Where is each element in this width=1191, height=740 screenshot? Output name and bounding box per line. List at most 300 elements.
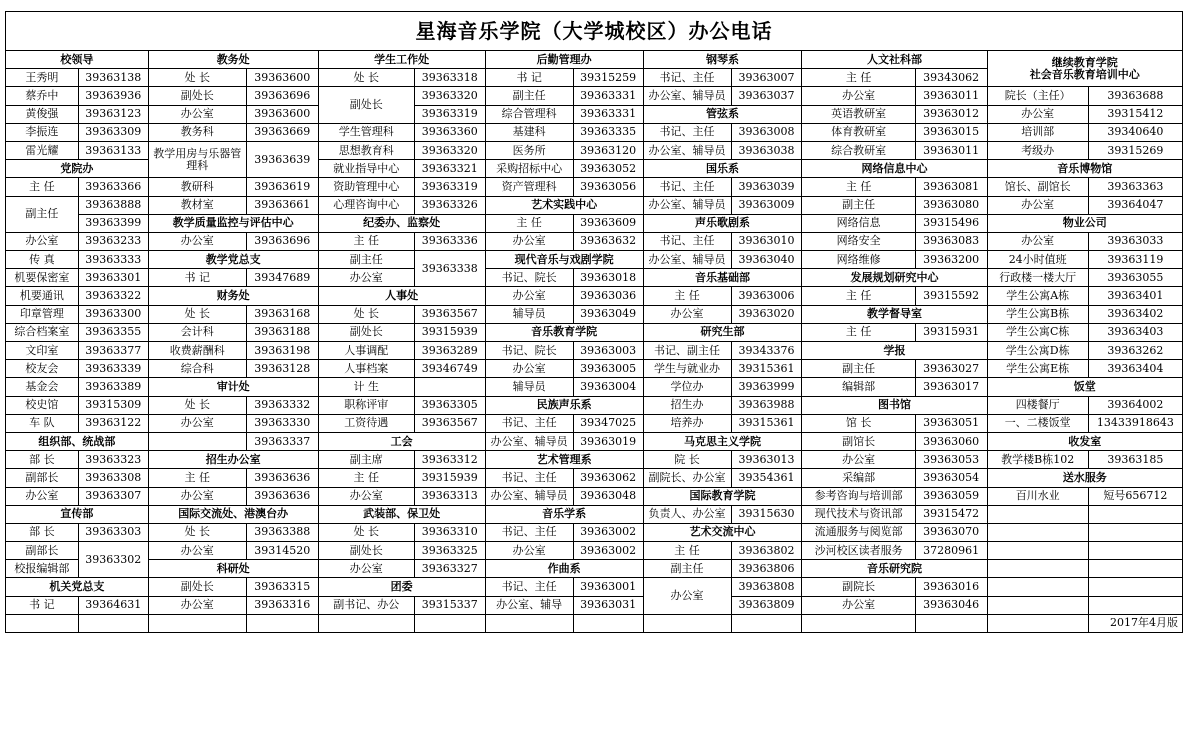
table-cell: 39363808 <box>731 578 802 596</box>
table-cell: 办公室、辅导员 <box>485 432 573 450</box>
table-cell: 书 记 <box>485 69 573 87</box>
table-cell: 39363661 <box>246 196 318 214</box>
table-cell: 考级办 <box>987 141 1088 159</box>
table-cell: 39315337 <box>414 596 485 614</box>
table-row <box>6 123 1183 141</box>
table-cell: 39363366 <box>78 178 148 196</box>
table-cell: 39346749 <box>414 360 485 378</box>
table-row <box>6 251 1183 269</box>
table-cell: 39363936 <box>78 87 148 105</box>
department-header: 物业公司 <box>987 214 1182 232</box>
table-row <box>6 432 1183 450</box>
table-cell: 资产管理科 <box>485 178 573 196</box>
table-cell: 39315931 <box>915 323 987 341</box>
table-cell: 院长（主任） <box>987 87 1088 105</box>
table-cell: 39363360 <box>414 123 485 141</box>
table-cell: 主 任 <box>318 469 414 487</box>
table-cell: 39363325 <box>414 542 485 560</box>
table-cell: 心理咨询中心 <box>318 196 414 214</box>
table-cell: 39363054 <box>915 469 987 487</box>
table-row <box>6 214 1183 232</box>
table-row <box>6 287 1183 305</box>
table-cell <box>6 614 79 632</box>
table-cell: 工资待遇 <box>318 414 414 432</box>
table-row <box>6 196 1183 214</box>
table-cell: 39363039 <box>731 178 802 196</box>
table-cell: 39363567 <box>414 305 485 323</box>
table-cell: 馆长、副馆长 <box>987 178 1088 196</box>
table-cell <box>987 542 1088 560</box>
table-cell: 计 生 <box>318 378 414 396</box>
department-header: 武装部、保卫处 <box>318 505 485 523</box>
table-cell: 办公室 <box>148 105 246 123</box>
table-cell: 办公室 <box>148 232 246 250</box>
table-cell <box>414 378 485 396</box>
table-cell: 校报编辑部 <box>6 560 79 578</box>
table-cell: 体育教研室 <box>802 123 915 141</box>
table-cell: 教学楼B栋102 <box>987 451 1088 469</box>
table-cell: 39363062 <box>573 469 643 487</box>
table-cell: 教学用房与乐器管理科 <box>148 141 246 177</box>
table-cell: 副馆长 <box>802 432 915 450</box>
table-cell: 办公室 <box>802 451 915 469</box>
table-cell: 39315472 <box>915 505 987 523</box>
table-cell: 医务所 <box>485 141 573 159</box>
table-cell: 39363336 <box>414 232 485 250</box>
table-cell: 39363027 <box>915 360 987 378</box>
table-cell: 处 长 <box>148 69 246 87</box>
table-cell: 39363056 <box>573 178 643 196</box>
table-cell: 39315361 <box>731 414 802 432</box>
department-header: 钢琴系 <box>643 51 802 69</box>
table-cell: 主 任 <box>802 287 915 305</box>
table-cell: 副处长 <box>148 578 246 596</box>
table-cell: 39363038 <box>731 141 802 159</box>
table-cell: 39363005 <box>573 360 643 378</box>
table-cell: 39363133 <box>78 141 148 159</box>
table-cell: 39363320 <box>414 141 485 159</box>
department-header: 纪委办、监察处 <box>318 214 485 232</box>
table-cell: 办公室 <box>318 560 414 578</box>
table-cell: 副主席 <box>318 451 414 469</box>
table-cell: 院 长 <box>643 451 731 469</box>
table-cell: 39363696 <box>246 87 318 105</box>
table-row <box>6 360 1183 378</box>
table-cell: 网络维修 <box>802 251 915 269</box>
table-cell: 39363138 <box>78 69 148 87</box>
table-cell: 教材室 <box>148 196 246 214</box>
table-cell: 39363322 <box>78 287 148 305</box>
table-cell: 办公室、辅导员 <box>485 487 573 505</box>
department-header: 作曲系 <box>485 560 643 578</box>
table-cell <box>246 614 318 632</box>
table-cell: 主 任 <box>6 178 79 196</box>
table-cell: 学生公寓E栋 <box>987 360 1088 378</box>
department-header: 组织部、统战部 <box>6 432 149 450</box>
table-cell: 主 任 <box>485 214 573 232</box>
table-cell: 培养办 <box>643 414 731 432</box>
table-cell: 39363669 <box>246 123 318 141</box>
table-cell: 39363404 <box>1088 360 1182 378</box>
table-cell <box>573 614 643 632</box>
table-cell: 办公室 <box>6 232 79 250</box>
table-cell <box>78 614 148 632</box>
table-cell: 39363233 <box>78 232 148 250</box>
table-cell: 39363326 <box>414 196 485 214</box>
table-cell: 机要保密室 <box>6 269 79 287</box>
department-header: 继续教育学院 社会音乐教育培训中心 <box>987 51 1182 87</box>
table-cell <box>802 614 915 632</box>
table-cell: 39363802 <box>731 542 802 560</box>
table-cell: 办公室 <box>318 269 414 287</box>
table-cell: 39363339 <box>78 360 148 378</box>
department-header: 招生办公室 <box>148 451 318 469</box>
table-cell: 收费薪酬科 <box>148 342 246 360</box>
table-cell: 39363636 <box>246 487 318 505</box>
table-cell: 39363315 <box>246 578 318 596</box>
table-cell: 综合档案室 <box>6 323 79 341</box>
table-cell: 主 任 <box>643 542 731 560</box>
table-row <box>6 323 1183 341</box>
table-cell: 招生办 <box>643 396 731 414</box>
table-cell: 资助管理中心 <box>318 178 414 196</box>
table-cell: 39363809 <box>731 596 802 614</box>
table-cell: 办公室 <box>148 596 246 614</box>
table-cell: 39363399 <box>78 214 148 232</box>
table-cell: 39363017 <box>915 378 987 396</box>
table-cell: 办公室 <box>802 596 915 614</box>
table-row <box>6 505 1183 523</box>
table-cell <box>414 614 485 632</box>
table-cell: 39363323 <box>78 451 148 469</box>
table-cell: 办公室 <box>987 196 1088 214</box>
table-cell: 39363198 <box>246 342 318 360</box>
department-header: 收发室 <box>987 432 1182 450</box>
table-cell: 39363636 <box>246 469 318 487</box>
table-cell: 39363312 <box>414 451 485 469</box>
table-cell <box>987 505 1088 523</box>
phone-directory-sheet <box>5 11 1183 633</box>
table-cell: 办公室 <box>987 232 1088 250</box>
table-cell: 书记、主任 <box>643 123 731 141</box>
table-cell: 39363019 <box>573 432 643 450</box>
department-header: 声乐歌剧系 <box>643 214 802 232</box>
table-cell: 39363006 <box>731 287 802 305</box>
page-title: 星海音乐学院（大学城校区）办公电话 <box>5 11 1183 50</box>
table-cell: 办公室、辅导员 <box>643 251 731 269</box>
table-cell: 24小时值班 <box>987 251 1088 269</box>
table-row <box>6 269 1183 287</box>
table-cell <box>1088 560 1182 578</box>
table-cell: 蔡乔中 <box>6 87 79 105</box>
table-cell: 综合教研室 <box>802 141 915 159</box>
table-cell <box>148 432 246 450</box>
table-cell: 流通服务与阅览部 <box>802 523 915 541</box>
table-row <box>6 451 1183 469</box>
table-cell: 副主任 <box>643 560 731 578</box>
table-cell: 39363609 <box>573 214 643 232</box>
table-cell: 百川水业 <box>987 487 1088 505</box>
table-cell: 学生公寓A栋 <box>987 287 1088 305</box>
table-cell: 39363310 <box>414 523 485 541</box>
table-cell: 39315496 <box>915 214 987 232</box>
table-cell: 39363338 <box>414 251 485 287</box>
table-cell: 39363018 <box>573 269 643 287</box>
table-cell: 39363309 <box>78 123 148 141</box>
table-cell: 39363307 <box>78 487 148 505</box>
table-cell: 副主任 <box>802 360 915 378</box>
table-cell: 现代技术与资讯部 <box>802 505 915 523</box>
table-cell: 书记、主任 <box>485 469 573 487</box>
table-cell <box>1088 523 1182 541</box>
table-cell: 39363639 <box>246 141 318 177</box>
table-cell: 部 长 <box>6 523 79 541</box>
table-cell: 黄俊强 <box>6 105 79 123</box>
table-cell: 综合管理科 <box>485 105 573 123</box>
department-header: 饭堂 <box>987 378 1182 396</box>
table-cell: 39363632 <box>573 232 643 250</box>
table-cell: 办公室 <box>485 287 573 305</box>
table-cell: 2017年4月版 <box>1088 614 1182 632</box>
table-cell: 39363185 <box>1088 451 1182 469</box>
table-cell: 就业指导中心 <box>318 160 414 178</box>
table-cell: 39363168 <box>246 305 318 323</box>
department-header: 学生工作处 <box>318 51 485 69</box>
table-cell: 王秀明 <box>6 69 79 87</box>
department-header: 人文社科部 <box>802 51 987 69</box>
table-cell: 副部长 <box>6 542 79 560</box>
table-cell: 39363403 <box>1088 323 1182 341</box>
table-cell: 副部长 <box>6 469 79 487</box>
table-cell: 39363036 <box>573 287 643 305</box>
table-cell: 39363008 <box>731 123 802 141</box>
table-cell: 39363059 <box>915 487 987 505</box>
table-cell: 办公室 <box>318 487 414 505</box>
table-cell: 37280961 <box>915 542 987 560</box>
table-cell: 书记、副主任 <box>643 342 731 360</box>
department-header: 宣传部 <box>6 505 149 523</box>
table-cell: 39363120 <box>573 141 643 159</box>
table-cell: 校友会 <box>6 360 79 378</box>
department-header: 人事处 <box>318 287 485 305</box>
table-row <box>6 414 1183 432</box>
table-cell <box>987 596 1088 614</box>
table-cell: 39363053 <box>915 451 987 469</box>
table-cell: 副主任 <box>802 196 915 214</box>
table-cell <box>987 560 1088 578</box>
table-cell: 办公室、辅导员 <box>643 141 731 159</box>
table-cell: 39363316 <box>246 596 318 614</box>
department-header: 音乐基础部 <box>643 269 802 287</box>
table-cell: 副主任 <box>485 87 573 105</box>
table-cell <box>148 614 246 632</box>
table-cell: 39363033 <box>1088 232 1182 250</box>
table-cell: 39363806 <box>731 560 802 578</box>
department-header: 团委 <box>318 578 485 596</box>
table-cell: 39363321 <box>414 160 485 178</box>
table-cell: 39363060 <box>915 432 987 450</box>
table-cell: 人事调配 <box>318 342 414 360</box>
table-cell: 处 长 <box>148 305 246 323</box>
table-cell: 副处长 <box>148 87 246 105</box>
table-cell: 书记、主任 <box>643 232 731 250</box>
table-cell: 书 记 <box>6 596 79 614</box>
department-header: 音乐学系 <box>485 505 643 523</box>
table-cell: 39363377 <box>78 342 148 360</box>
table-cell: 主 任 <box>148 469 246 487</box>
table-row <box>6 305 1183 323</box>
table-cell: 39315592 <box>915 287 987 305</box>
table-cell <box>1088 596 1182 614</box>
table-cell: 办公室 <box>485 360 573 378</box>
department-header: 送水服务 <box>987 469 1182 487</box>
table-cell: 39363305 <box>414 396 485 414</box>
table-cell: 39363302 <box>78 542 148 578</box>
table-row <box>6 487 1183 505</box>
table-cell: 39315939 <box>414 469 485 487</box>
table-cell: 行政楼一楼大厅 <box>987 269 1088 287</box>
table-cell: 39363015 <box>915 123 987 141</box>
table-cell: 书记、主任 <box>485 578 573 596</box>
table-cell: 39363320 <box>414 87 485 105</box>
department-header: 现代音乐与戏剧学院 <box>485 251 643 269</box>
table-cell: 副处长 <box>318 542 414 560</box>
table-cell: 辅导员 <box>485 378 573 396</box>
table-cell: 39363389 <box>78 378 148 396</box>
table-cell: 39363122 <box>78 414 148 432</box>
table-cell: 39315630 <box>731 505 802 523</box>
phone-directory-table <box>5 50 1183 633</box>
table-cell: 馆 长 <box>802 414 915 432</box>
department-header: 教学党总支 <box>148 251 318 269</box>
table-cell: 39347025 <box>573 414 643 432</box>
table-cell: 39363319 <box>414 105 485 123</box>
table-cell: 处 长 <box>318 69 414 87</box>
table-cell: 办公室 <box>6 487 79 505</box>
table-cell: 书记、院长 <box>485 342 573 360</box>
table-cell: 39363337 <box>246 432 318 450</box>
table-cell <box>1088 578 1182 596</box>
table-cell: 39363080 <box>915 196 987 214</box>
table-cell: 主 任 <box>802 323 915 341</box>
table-cell: 学生公寓C栋 <box>987 323 1088 341</box>
table-cell: 39363011 <box>915 141 987 159</box>
table-cell: 参考咨询与培训部 <box>802 487 915 505</box>
table-cell: 部 长 <box>6 451 79 469</box>
table-cell: 39343376 <box>731 342 802 360</box>
department-header: 马克思主义学院 <box>643 432 802 450</box>
table-cell: 传 真 <box>6 251 79 269</box>
table-cell: 39363355 <box>78 323 148 341</box>
table-cell: 39363332 <box>246 396 318 414</box>
table-cell: 书记、主任 <box>643 178 731 196</box>
table-cell: 采编部 <box>802 469 915 487</box>
table-cell: 基金会 <box>6 378 79 396</box>
table-row <box>6 87 1183 105</box>
table-cell: 39363011 <box>915 87 987 105</box>
table-cell: 39363330 <box>246 414 318 432</box>
table-cell: 办公室、辅导 <box>485 596 573 614</box>
table-cell: 39363300 <box>78 305 148 323</box>
table-cell: 车 队 <box>6 414 79 432</box>
table-cell: 39363020 <box>731 305 802 323</box>
table-cell: 39363696 <box>246 232 318 250</box>
table-cell: 副处长 <box>318 323 414 341</box>
table-cell: 39363888 <box>78 196 148 214</box>
table-cell: 39363289 <box>414 342 485 360</box>
table-row <box>6 596 1183 614</box>
table-cell: 主 任 <box>643 287 731 305</box>
table-cell: 书 记 <box>148 269 246 287</box>
table-cell: 39363048 <box>573 487 643 505</box>
table-cell: 副主任 <box>6 196 79 232</box>
table-cell: 39363303 <box>78 523 148 541</box>
table-cell: 39363600 <box>246 105 318 123</box>
table-row <box>6 578 1183 596</box>
table-row <box>6 51 1183 69</box>
table-cell: 办公室 <box>485 542 573 560</box>
table-cell: 校史馆 <box>6 396 79 414</box>
table-cell: 办公室 <box>148 487 246 505</box>
table-cell: 39314520 <box>246 542 318 560</box>
table-cell: 处 长 <box>148 396 246 414</box>
table-row <box>6 141 1183 159</box>
table-row <box>6 342 1183 360</box>
table-cell: 39315309 <box>78 396 148 414</box>
table-row <box>6 614 1183 632</box>
table-cell: 短号656712 <box>1088 487 1182 505</box>
table-cell: 39363007 <box>731 69 802 87</box>
table-cell: 书记、主任 <box>643 69 731 87</box>
table-cell: 沙河校区读者服务 <box>802 542 915 560</box>
table-cell: 39343062 <box>915 69 987 87</box>
table-cell: 39364047 <box>1088 196 1182 214</box>
table-cell: 教研科 <box>148 178 246 196</box>
table-cell: 39363567 <box>414 414 485 432</box>
table-cell: 副处长 <box>318 87 414 123</box>
table-cell: 人事档案 <box>318 360 414 378</box>
table-cell: 39363619 <box>246 178 318 196</box>
table-cell: 39363081 <box>915 178 987 196</box>
table-cell: 39363037 <box>731 87 802 105</box>
department-header: 民族声乐系 <box>485 396 643 414</box>
table-cell: 办公室 <box>148 542 246 560</box>
table-cell <box>1088 505 1182 523</box>
table-cell: 网络安全 <box>802 232 915 250</box>
table-cell: 辅导员 <box>485 305 573 323</box>
table-cell: 一、二楼饭堂 <box>987 414 1088 432</box>
department-header: 图书馆 <box>802 396 987 414</box>
department-header: 音乐教育学院 <box>485 323 643 341</box>
table-cell: 培训部 <box>987 123 1088 141</box>
table-cell <box>915 614 987 632</box>
table-row <box>6 396 1183 414</box>
table-cell <box>731 614 802 632</box>
table-cell: 39363046 <box>915 596 987 614</box>
table-cell: 39363333 <box>78 251 148 269</box>
table-cell: 39363013 <box>731 451 802 469</box>
table-cell: 书记、院长 <box>485 269 573 287</box>
department-header: 国际交流处、港澳台办 <box>148 505 318 523</box>
table-cell: 39363262 <box>1088 342 1182 360</box>
table-cell: 主 任 <box>802 178 915 196</box>
table-cell: 39363002 <box>573 523 643 541</box>
table-row <box>6 523 1183 541</box>
table-cell: 会计科 <box>148 323 246 341</box>
department-header: 国乐系 <box>643 160 802 178</box>
table-cell: 基建科 <box>485 123 573 141</box>
table-cell: 39363401 <box>1088 287 1182 305</box>
